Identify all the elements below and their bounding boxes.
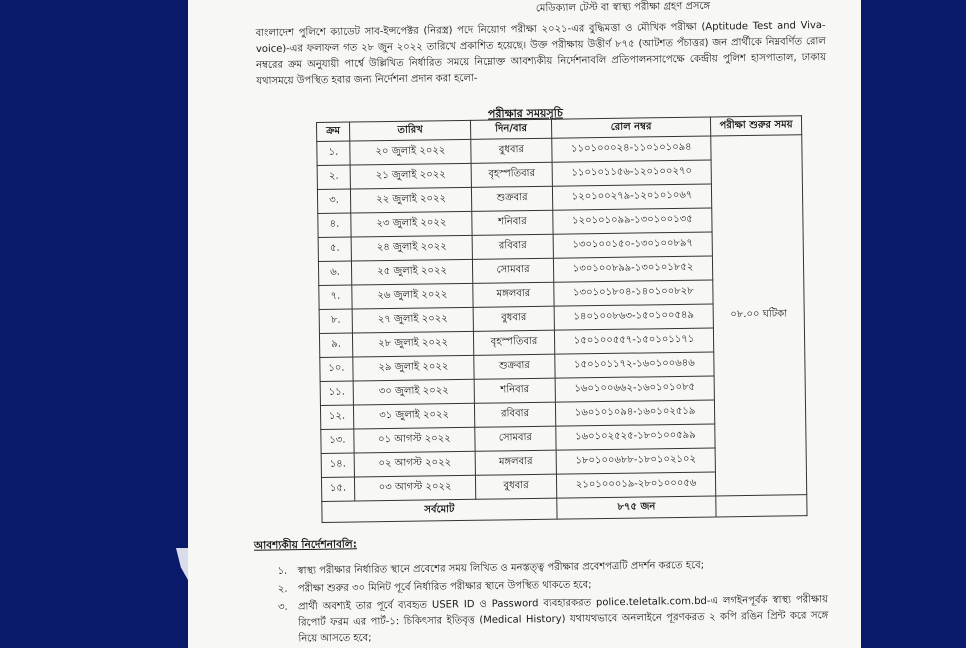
cell-serial: ৩. bbox=[317, 189, 350, 213]
cell-roll: ১২০১০১০৯৯-১৩০১০০১৩৫ bbox=[553, 208, 712, 234]
cell-serial: ১২. bbox=[320, 405, 353, 429]
note-number: ২. bbox=[277, 583, 288, 595]
notes-title: আবশ্যকীয় নির্দেশনাবলি: bbox=[253, 538, 358, 552]
cell-date: ২৮ জুলাই ২০২২ bbox=[352, 331, 473, 357]
cell-date: ২৫ জুলাই ২০২২ bbox=[351, 259, 472, 285]
cell-roll: ১১০১০১১৫৬-১২০১০০২৭০ bbox=[552, 160, 711, 186]
cell-day: শুক্রবার bbox=[471, 186, 552, 211]
cell-day: বৃহস্পতিবার bbox=[473, 330, 554, 355]
note-text: স্বাস্থ্য পরীক্ষার নির্ধারিত স্থানে প্রবেশের সময় লিখিত ও মনস্তত্ত্ব পরীক্ষার প্রবেশপত্রটি প্রদর্শন করতে হবে; bbox=[297, 559, 705, 577]
cell-roll: ১৮০১০০৬৮৮-১৮০১০২১০২ bbox=[556, 448, 715, 474]
note-number: ৩. bbox=[277, 601, 288, 613]
cell-day: বৃহস্পতিবার bbox=[471, 162, 552, 187]
cell-serial: ১১. bbox=[320, 381, 353, 405]
cell-day: শুক্রবার bbox=[474, 354, 555, 379]
cell-date: ২৩ জুলাই ২০২২ bbox=[351, 211, 472, 237]
list-item bbox=[278, 592, 829, 648]
cell-date: ০৩ আগস্ট ২০২২ bbox=[354, 475, 475, 501]
cell-date: ২৪ জুলাই ২০২২ bbox=[351, 235, 472, 261]
cell-serial: ৭. bbox=[319, 285, 352, 309]
total-value: ৮৭৫ জন bbox=[557, 496, 716, 519]
cell-day: শনিবার bbox=[474, 378, 555, 403]
cell-roll: ১৫০১০১১৭২-১৬০১০০৬৪৬ bbox=[555, 352, 714, 378]
cell-roll: ১৬০১০২৫২৫-১৮০১০০৫৯৯ bbox=[556, 424, 715, 450]
note-text: প্রার্থী অবশ্যই তার পূর্বে ব্যবহৃত USER ID ও Password ব্যবহারকরত police.teletalk.com.bd-এ লগইনপূর্বক স্বাস্থ্য পরীক্ষায় রিপোর্ট ফরম এর পার্ট-১: চিকিৎসার ইতিবৃত্ত (Medical History) যথাযথভাবে অনলাইনে পূরণকরত ২ কপি রঙিন প্রিন্ট করে সঙ্গে নিয়ে আসতে হবে; bbox=[297, 594, 829, 645]
cell-roll: ১৫০১০০৫৫৭-১৫০১০১১৭১ bbox=[554, 328, 713, 354]
cell-serial: ১. bbox=[317, 141, 350, 165]
cell-day: বুধবার bbox=[473, 306, 554, 331]
cell-serial: ২. bbox=[317, 165, 350, 189]
cell-day: মঙ্গলবার bbox=[475, 450, 556, 475]
document-page bbox=[188, 0, 861, 648]
header-day: দিন/বার bbox=[470, 119, 551, 139]
cell-serial: ৬. bbox=[318, 261, 351, 285]
header-serial: ক্রম bbox=[317, 122, 350, 141]
cell-date: ২৬ জুলাই ২০২২ bbox=[352, 283, 473, 309]
cell-start-time: ০৮.০০ ঘটিকা bbox=[711, 135, 807, 496]
cell-day: রবিবার bbox=[474, 402, 555, 427]
total-label: সর্বমোট bbox=[322, 498, 557, 522]
cell-roll: ১৩০১০০৮৯৯-১৩০১০১৮৫২ bbox=[553, 256, 712, 282]
cell-day: বুধবার bbox=[475, 474, 556, 499]
cell-date: ২৯ জুলাই ২০২২ bbox=[353, 355, 474, 381]
schedule-table bbox=[316, 115, 808, 523]
cell-serial: ৪. bbox=[318, 213, 351, 237]
cell-roll: ১৪০১০০৮৬৩-১৫০১০০৫৪৯ bbox=[554, 304, 713, 330]
schedule-table-container bbox=[316, 115, 808, 523]
cell-date: ০২ আগস্ট ২০২২ bbox=[354, 451, 475, 477]
intro-paragraph: বাংলাদেশ পুলিশে ক্যাডেট সাব-ইন্সপেক্টর (নিরস্ত্র) পদে নিয়োগ পরীক্ষা ২০২১-এর বুদ্ধিমত্তা ও মৌখিক পরীক্ষা (Aptitude Test and Viva-voice)-এর ফলাফল গত ২৮ জুন ২০২২ তারিখে প্রকাশিত হয়েছে। উক্ত পরীক্ষায় উত্তীর্ণ ৮৭৫ (আটশত পঁচাত্তর) জন প্রার্থীকে নিম্নবর্ণিত রোল নম্বরের ক্রম অনুযায়ী পার্শ্বে উল্লিখিত নির্ধারিত সময়ে নিম্নোক্ত আবশ্যকীয় নির্দেশনাবলি প্রতিপালনসাপেক্ষে কেন্দ্রীয় পুলিশ হাসপাতাল, ঢাকায় যথাসময়ে উপস্থিত হবার জন্য নির্দেশনা প্রদান করা হলো- bbox=[255, 20, 827, 87]
header-start-time: পরীক্ষা শুরুর সময় bbox=[710, 116, 801, 136]
header-roll: রোল নম্বর bbox=[551, 117, 710, 138]
cell-roll: ১৬০১০১০৯৪-১৬০১০২৫১৯ bbox=[555, 400, 714, 426]
cell-date: ২১ জুলাই ২০২২ bbox=[350, 163, 471, 189]
cell-day: সোমবার bbox=[475, 426, 556, 451]
cell-serial: ১৫. bbox=[321, 477, 354, 501]
cell-roll: ১১০১০০০২৪-১১০১০১০৯৪ bbox=[552, 136, 711, 162]
schedule-title: পরীক্ষার সময়সূচি bbox=[487, 106, 563, 121]
cell-date: ৩০ জুলাই ২০২২ bbox=[353, 379, 474, 405]
cell-serial: ৯. bbox=[319, 333, 352, 357]
cell-roll: ২১০১০০০১৯-২৮০১০০০৫৬ bbox=[556, 472, 715, 498]
cell-day: সোমবার bbox=[472, 258, 553, 283]
cell-serial: ১৪. bbox=[321, 453, 354, 477]
cell-serial: ৫. bbox=[318, 237, 351, 261]
header-date: তারিখ bbox=[350, 120, 471, 141]
cell-date: ০১ আগস্ট ২০২২ bbox=[354, 427, 475, 453]
cell-date: ৩১ জুলাই ২০২২ bbox=[353, 403, 474, 429]
cell-day: বুধবার bbox=[471, 138, 552, 163]
total-empty-cell bbox=[716, 495, 807, 517]
cell-roll: ১৩০১০১৮০৪-১৪০১০০৮২৮ bbox=[554, 280, 713, 306]
cell-serial: ১০. bbox=[320, 357, 353, 381]
cell-date: ২০ জুলাই ২০২২ bbox=[350, 139, 471, 165]
cell-day: মঙ্গলবার bbox=[473, 282, 554, 307]
cell-serial: ৮. bbox=[319, 309, 352, 333]
cell-roll: ১৩০১০০১৫০-১৩০১০০৮৯৭ bbox=[553, 232, 712, 258]
cell-day: রবিবার bbox=[472, 234, 553, 259]
cell-day: শনিবার bbox=[472, 210, 553, 235]
cell-serial: ১৩. bbox=[321, 429, 354, 453]
cell-date: ২২ জুলাই ২০২২ bbox=[350, 187, 471, 213]
cell-roll: ১৬০১০০৬৬২-১৬০১০১০৮৫ bbox=[555, 376, 714, 402]
scan-artifact bbox=[176, 548, 188, 580]
cell-date: ২৭ জুলাই ২০২২ bbox=[352, 307, 473, 333]
note-text: পরীক্ষা শুরুর ৩০ মিনিট পূর্বে নির্ধারিত পরীক্ষার স্থানে উপস্থিত থাকতে হবে; bbox=[297, 579, 592, 595]
note-number: ১. bbox=[277, 565, 288, 577]
document-heading: মেডিক্যাল টেস্ট বা স্বাস্থ্য পরীক্ষা গ্রহণ প্রসঙ্গে bbox=[535, 0, 711, 15]
notes-list bbox=[277, 556, 828, 648]
cell-roll: ১২০১০০২৭৯-১২০১০১০৬৭ bbox=[552, 184, 711, 210]
